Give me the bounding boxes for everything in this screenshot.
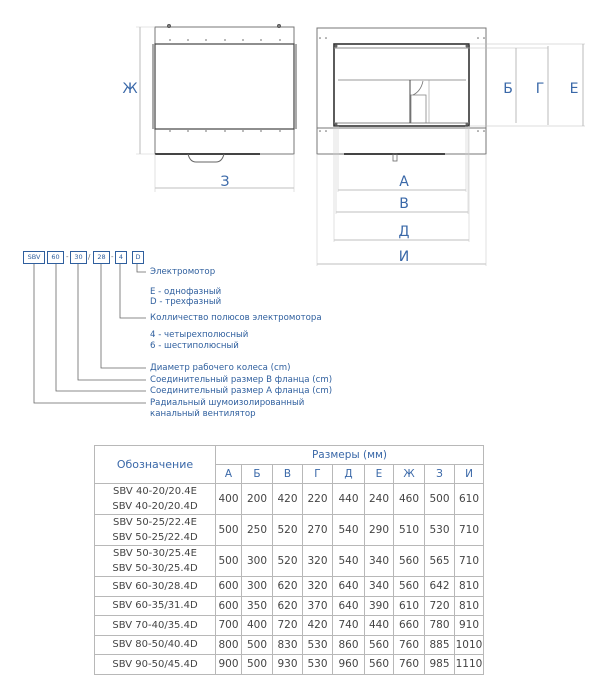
dimension-value: 660 <box>394 616 425 636</box>
dimension-value: 340 <box>365 546 394 577</box>
model-name: SBV 50-30/25.4D <box>112 563 198 574</box>
legend-poles-6: 6 - шестиполюсный <box>150 341 239 351</box>
legend-flange-b: Соединительный размер В фланца (cm) <box>150 375 333 385</box>
dimension-value: 810 <box>455 596 484 616</box>
dimension-value: 1110 <box>455 655 484 675</box>
dim-label-z: З <box>220 174 230 190</box>
model-name: SBV 40-20/20.4D <box>112 501 198 512</box>
model-name: SBV 40-20/20.4E <box>113 486 197 497</box>
table-row <box>95 484 484 515</box>
header-dimensions: Размеры (мм) <box>216 446 484 465</box>
side-view-bolts <box>169 39 281 132</box>
motor-box <box>411 95 426 123</box>
code-leader-lines <box>34 264 146 403</box>
model-name: SBV 60-30/28.4D <box>112 580 198 592</box>
dimension-value: 720 <box>425 596 455 616</box>
dimension-value: 530 <box>425 515 455 546</box>
dimension-value: 560 <box>365 635 394 655</box>
dimension-value: 560 <box>394 577 425 597</box>
dimension-value: 340 <box>365 577 394 597</box>
dimension-value: 740 <box>333 616 365 636</box>
dimension-value: 710 <box>455 515 484 546</box>
column-header: И <box>455 465 484 484</box>
table-row <box>95 546 484 577</box>
model-designation <box>95 484 216 515</box>
column-header: Г <box>303 465 333 484</box>
dimension-value: 760 <box>394 635 425 655</box>
side-view-panel <box>155 44 294 129</box>
dimension-value: 830 <box>273 635 303 655</box>
legend-diameter: Диаметр рабочего колеса (cm) <box>150 363 291 373</box>
dimension-value: 960 <box>333 655 365 675</box>
dimension-value: 560 <box>394 546 425 577</box>
dimension-value: 930 <box>273 655 303 675</box>
dimension-value: 642 <box>425 577 455 597</box>
model-designation <box>95 515 216 546</box>
table-row <box>95 655 484 675</box>
dim-label-v: В <box>399 196 409 212</box>
code-segment-motor: D <box>132 251 144 264</box>
front-view <box>317 28 585 266</box>
code-separator: / <box>88 253 91 261</box>
dimension-value: 540 <box>333 515 365 546</box>
code-segment-series: SBV <box>23 251 45 264</box>
column-header: Ж <box>394 465 425 484</box>
column-header: Б <box>242 465 273 484</box>
dimension-value: 500 <box>216 546 242 577</box>
front-view-housing <box>317 28 486 154</box>
dimension-value: 350 <box>242 596 273 616</box>
dimension-value: 530 <box>303 635 333 655</box>
dimension-value: 620 <box>273 577 303 597</box>
dimension-value: 290 <box>365 515 394 546</box>
model-designation <box>95 635 216 655</box>
dimension-value: 440 <box>365 616 394 636</box>
dimension-value: 390 <box>365 596 394 616</box>
dimension-value: 500 <box>425 484 455 515</box>
code-segment-diameter: 28 <box>93 251 110 264</box>
code-segment-flange-b: 30 <box>70 251 87 264</box>
dimension-value: 200 <box>242 484 273 515</box>
dim-label-a: А <box>399 174 409 190</box>
dimension-value: 910 <box>455 616 484 636</box>
dimension-value: 600 <box>216 577 242 597</box>
column-header: З <box>425 465 455 484</box>
model-designation <box>95 616 216 636</box>
side-view-housing <box>155 27 294 154</box>
dimension-value: 610 <box>455 484 484 515</box>
dimension-value: 800 <box>216 635 242 655</box>
dimension-value: 985 <box>425 655 455 675</box>
dimension-value: 565 <box>425 546 455 577</box>
dim-label-b: Б <box>503 81 513 97</box>
dimension-value: 300 <box>242 546 273 577</box>
dimension-value: 610 <box>394 596 425 616</box>
dim-label-g: Г <box>535 81 545 97</box>
model-name: SBV 60-35/31.4D <box>112 600 198 612</box>
dimension-value: 760 <box>394 655 425 675</box>
dimension-value: 560 <box>365 655 394 675</box>
dimension-value: 400 <box>242 616 273 636</box>
dimension-value: 720 <box>273 616 303 636</box>
dimension-value: 270 <box>303 515 333 546</box>
legend-motor-d: D - трехфазный <box>150 297 222 307</box>
dimension-value: 370 <box>303 596 333 616</box>
code-segment-poles: 4 <box>115 251 127 264</box>
dimension-value: 400 <box>216 484 242 515</box>
front-view-corners <box>319 37 485 132</box>
side-view <box>136 25 296 193</box>
dimension-value: 885 <box>425 635 455 655</box>
dimension-value: 1010 <box>455 635 484 655</box>
dimensions-table <box>94 445 484 675</box>
dimension-value: 520 <box>273 515 303 546</box>
legend-fan-type: Радиальный шумоизолированный <box>150 398 305 408</box>
dimension-value: 240 <box>365 484 394 515</box>
legend-flange-a: Соединительный размер А фланца (cm) <box>150 386 333 396</box>
model-name: SBV 50-25/22.4E <box>113 517 197 528</box>
dimension-value: 600 <box>216 596 242 616</box>
column-header: Е <box>365 465 394 484</box>
code-separator: - <box>111 253 114 261</box>
dimension-value: 530 <box>303 655 333 675</box>
dimension-value: 900 <box>216 655 242 675</box>
table-row <box>95 577 484 597</box>
column-header: Д <box>333 465 365 484</box>
dimension-value: 810 <box>455 577 484 597</box>
dimension-value: 420 <box>303 616 333 636</box>
table-row <box>95 596 484 616</box>
dimension-value: 440 <box>333 484 365 515</box>
dimension-value: 300 <box>242 577 273 597</box>
model-designation <box>95 546 216 577</box>
model-name: SBV 90-50/45.4D <box>112 658 198 670</box>
model-name: SBV 80-50/40.4D <box>112 639 198 651</box>
table-row <box>95 635 484 655</box>
dim-label-zh: Ж <box>122 81 138 97</box>
legend-poles-title: Колличество полюсов электромотора <box>150 313 322 323</box>
model-designation <box>95 596 216 616</box>
dim-label-d: Д <box>398 224 410 240</box>
dimension-value: 420 <box>273 484 303 515</box>
legend-fan-type-line2: канальный вентилятор <box>150 409 256 419</box>
handle-icon <box>188 154 224 162</box>
dim-label-e: Е <box>569 81 579 97</box>
model-designation <box>95 577 216 597</box>
dimension-value: 320 <box>303 577 333 597</box>
dimension-value: 500 <box>242 655 273 675</box>
model-designation <box>95 655 216 675</box>
dimension-value: 710 <box>455 546 484 577</box>
column-header: В <box>273 465 303 484</box>
model-name: SBV 50-30/25.4E <box>113 548 197 559</box>
dimension-value: 540 <box>333 546 365 577</box>
legend-motor-title: Электромотор <box>150 267 216 277</box>
dimension-value: 500 <box>216 515 242 546</box>
dimension-value: 620 <box>273 596 303 616</box>
legend-motor-e: E - однофазный <box>150 287 222 297</box>
legend-poles-4: 4 - четырехполюсный <box>150 330 249 340</box>
dimension-value: 460 <box>394 484 425 515</box>
table-row <box>95 515 484 546</box>
header-designation: Обозначение <box>95 446 216 484</box>
model-name: SBV 50-25/22.4D <box>112 532 198 543</box>
dimension-value: 780 <box>425 616 455 636</box>
dimension-value: 250 <box>242 515 273 546</box>
table-row <box>95 616 484 636</box>
dimension-value: 640 <box>333 577 365 597</box>
dimension-value: 510 <box>394 515 425 546</box>
dimension-value: 700 <box>216 616 242 636</box>
dimension-value: 520 <box>273 546 303 577</box>
code-separator: - <box>66 253 69 261</box>
dim-label-i: И <box>398 249 410 265</box>
code-segment-flange-a: 60 <box>47 251 64 264</box>
dimension-value: 860 <box>333 635 365 655</box>
dimension-value: 220 <box>303 484 333 515</box>
dimension-value: 640 <box>333 596 365 616</box>
column-header: А <box>216 465 242 484</box>
dimension-value: 320 <box>303 546 333 577</box>
model-name: SBV 70-40/35.4D <box>112 619 198 631</box>
dimension-value: 500 <box>242 635 273 655</box>
front-view-flange <box>334 44 469 126</box>
